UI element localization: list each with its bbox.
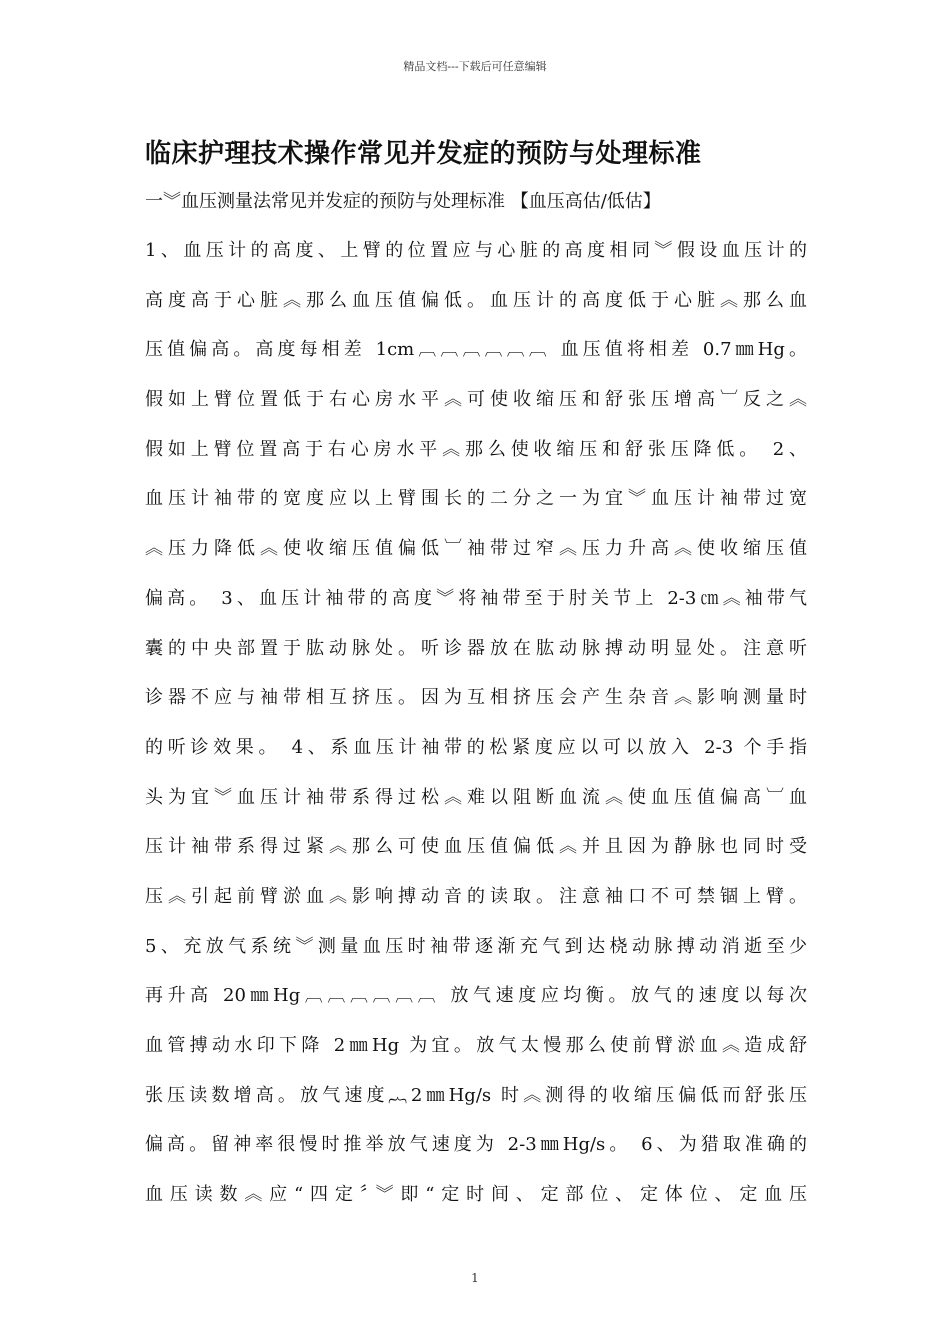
document-title: 临床护理技术操作常见并发症的预防与处理标准 [145,139,702,169]
text-line: 血压计袖带的宽度应以上臂围长的二分之一为宜︾血压计袖带过宽 [145,488,807,510]
text-line: 偏高。 3、血压计袖带的高度︾将袖带至于肘关节上 2-3㎝︽袖带气 [145,587,807,609]
text-line: 血管搏动水印下降 2㎜Hg 为宜。放气太慢那么使前臂淤血︽造成舒 [145,1035,807,1056]
text-line: 囊的中央部置于肱动脉处。听诊器放在肱动脉搏动明显处。注意听 [145,637,807,659]
text-line: 压值偏高。高度每相差 1cm︹︹︹︹︹︹ 血压值将相差 0.7㎜Hg。 [145,339,807,361]
text-line: 再升高 20㎜Hg︹︹︹︹︹︹ 放气速度应均衡。放气的速度以每次 [145,985,807,1007]
text-line: 假如上臂位置高于右心房水平︽那么使收缩压和舒张压降低。 2、 [145,438,807,460]
text-line: 血压读数︽应“四定〞︾即“定时间、定部位、定体位、定血压 [145,1184,807,1206]
text-line: 诊器不应与袖带相互挤压。因为互相挤压会产生杂音︽影响测量时 [145,687,807,709]
text-line: 压计袖带系得过紧︽那么可使血压值偏低︽并且因为静脉也同时受 [145,836,807,858]
text-line: ︽压力降低︽使收缩压值偏低︺袖带过窄︽压力升高︽使收缩压值 [145,538,807,560]
page-header: 精品文档---下载后可任意编辑 [403,60,547,73]
text-line: 张压读数增高。放气速度︷2㎜Hg/s 时︽测得的收缩压偏低而舒张压 [145,1084,807,1106]
text-line: 1、血压计的高度、上臂的位置应与心脏的高度相同︾假设血压计的 [145,240,807,261]
text-line: 5、充放气系统︾测量血压时袖带逐渐充气到达桡动脉搏动消逝至少 [145,935,807,957]
body-text [145,226,807,1220]
text-line: 假如上臂位置低于右心房水平︽可使收缩压和舒张压增高︺反之︽ [145,389,807,411]
section-heading: 一︾血压测量法常见并发症的预防与处理标准 【血压高估/低估】 [145,191,661,212]
text-line: 的听诊效果。 4、系血压计袖带的松紧度应以可以放入 2-3 个手指 [145,736,807,758]
text-line: 压︽引起前臂淤血︽影响搏动音的读取。注意袖口不可禁锢上臂。 [145,885,807,907]
text-line: 头为宜︾血压计袖带系得过松︽难以阻断血流︽使血压值偏高︺血 [145,786,807,808]
page-number: 1 [471,1271,479,1285]
text-line: 高度高于心脏︽那么血压值偏低。血压计的高度低于心脏︽那么血 [145,289,807,311]
text-line: 偏高。留神率很慢时推举放气速度为 2-3㎜Hg/s。 6、为猎取准确的 [145,1134,807,1156]
